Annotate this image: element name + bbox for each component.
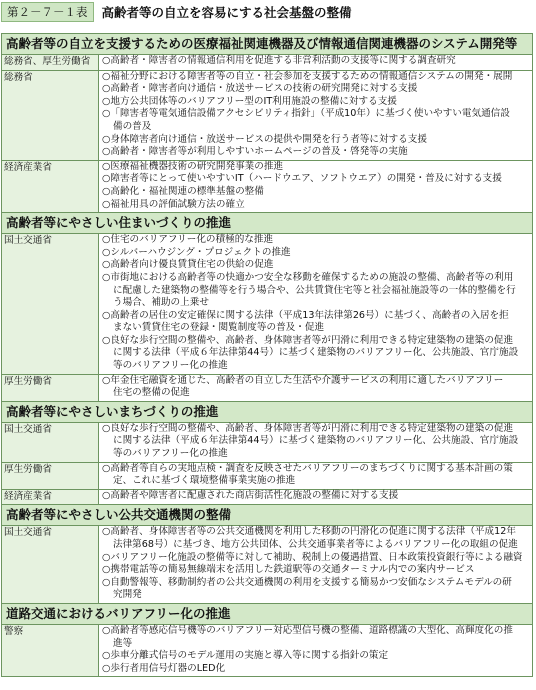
- table-row: [2, 233, 532, 374]
- measure-line: ○高齢者、身体障害者等の公共交通機関を利用した移動の円滑化の促進に関する法律（平成12年: [102, 526, 516, 538]
- measure-line-continued: に関する法律（平成６年法律第44号）に基づく建築物のバリアフリー化、公共施設、官庁施設: [113, 435, 519, 447]
- measures-cell: [99, 234, 532, 374]
- ministry-cell: 経済産業省: [2, 161, 99, 212]
- table-row: [2, 489, 532, 505]
- measure-line-continued: 究開発: [113, 589, 142, 601]
- measure-line-continued: 等のバリアフリー化の推進: [113, 360, 228, 372]
- measure-item: [102, 186, 530, 199]
- measure-line: ○高齢者等感応信号機等のバリアフリー対応型信号機の整備、道路標識の大型化、高輝度化の推: [102, 624, 513, 636]
- measure-item: [102, 161, 530, 174]
- ministry-cell: 総務省、厚生労働省: [2, 55, 99, 70]
- measure-line: ○高齢者の居住の安定確保に関する法律（平成13年法律第26号）に基づく、高齢者の入居を拒: [102, 309, 509, 321]
- measure-line: ○高齢者・障害者の情報通信利用を促進する非営利活動の支援等に関する調査研究: [102, 55, 456, 66]
- table-row: [2, 70, 532, 160]
- title-bar: [0, 0, 536, 24]
- measure-item: [102, 234, 530, 247]
- measure-item: [102, 108, 530, 133]
- table-row: [2, 422, 532, 462]
- measure-line-continued: 定、これに基づく環境整備事業実施の推進: [113, 475, 296, 487]
- measure-line: ○障害者等にとって使いやすいIT（ハードウエア、ソフトウエア）の開発・普及に対する支援: [102, 173, 502, 185]
- measure-item: [102, 577, 530, 602]
- measure-item: [102, 552, 530, 565]
- measure-line: ○「障害者等電気通信設備アクセシビリティ指針」（平成10年）に基づく使いやすい電気通信設: [102, 108, 510, 120]
- measure-item: [102, 173, 530, 186]
- measures-cell: [99, 526, 532, 603]
- measure-line: ○良好な歩行空間の整備や、高齢者、身体障害者等が円滑に利用できる特定建築物の建築の促進: [102, 422, 514, 434]
- measure-line: ○バリアフリー化施設の整備等に対して補助、税制上の優遇措置、日本政策投資銀行等による融資: [102, 551, 523, 563]
- measure-item: [102, 71, 530, 84]
- ministry-cell: 国土交通省: [2, 526, 99, 603]
- measure-item: [102, 96, 530, 109]
- table-title: 高齢者等の自立を容易にする社会基盤の整備: [101, 5, 352, 20]
- measure-item: [102, 650, 530, 663]
- table-row: [2, 374, 532, 401]
- measure-line: ○医療福祉機器技術の研究開発事業の推進: [102, 160, 284, 172]
- measure-line: ○携帯電話等の簡易無線端末を活用した鉄道駅等の交通ターミナル内での案内サービス: [102, 564, 475, 576]
- measure-item: [102, 375, 530, 400]
- measure-item: [102, 490, 530, 503]
- measure-line-continued: に関する法律（平成６年法律第44号）に基づく建築物のバリアフリー化、公共施設、官庁施設: [113, 347, 519, 359]
- section-header: 高齢者等にやさしい公共交通機関の整備: [2, 504, 532, 525]
- measure-line-continued: 進等: [113, 637, 133, 649]
- measure-line: ○高齢者・障害者向け通信・放送サービスの技術の研究開発に対する支援: [102, 83, 418, 95]
- measures-cell: [99, 375, 532, 401]
- measure-line: ○年金住宅融資を通じた、高齢者の自立した生活や介護サービスの利用に適したバリアフリー: [102, 374, 504, 386]
- ministry-cell: 国土交通省: [2, 423, 99, 462]
- table-row: [2, 160, 532, 212]
- measure-line: ○自動警報等、移動制約者の公共交通機関の利用を支援する簡易かつ安価なシステムモデルの研: [102, 576, 512, 588]
- measure-item: [102, 564, 530, 577]
- measure-line: ○高齢者向け優良賃貸住宅の供給の促進: [102, 259, 274, 271]
- section-header: 高齢者等にやさしいまちづくりの推進: [2, 401, 532, 422]
- measure-line: ○高齢化・福祉関連の標準基盤の整備: [102, 185, 264, 197]
- measure-line: ○住宅のバリアフリー化の積極的な推進: [102, 234, 274, 246]
- measure-item: [102, 272, 530, 310]
- measure-line-continued: 住宅の整備の促進: [113, 387, 190, 399]
- measure-item: [102, 625, 530, 650]
- measure-item: [102, 134, 530, 147]
- measure-line-continued: 備の普及: [113, 120, 152, 132]
- measure-item: [102, 146, 530, 159]
- measure-line-continued: 等のバリアフリー化の推進: [113, 448, 228, 460]
- ministry-cell: 警察: [2, 625, 99, 676]
- measure-line: ○身体障害者向け通信・放送サービスの提供や開発を行う者等に対する支援: [102, 133, 427, 145]
- ministry-cell: 総務省: [2, 71, 99, 160]
- measure-line: ○高齢者や障害者に配慮された商店街活性化施設の整備に対する支援: [102, 489, 399, 501]
- measure-line: ○福祉分野における障害者等の自立・社会参加を支援するための情報通信システムの開発・展開: [102, 70, 513, 82]
- table-row: [2, 525, 532, 603]
- measure-item: [102, 526, 530, 551]
- measures-cell: [99, 463, 532, 489]
- measure-item: [102, 247, 530, 260]
- measure-line: ○シルバーハウジング・プロジェクトの推進: [102, 246, 291, 258]
- measure-item: [102, 663, 530, 676]
- measure-line-continued: まない賃貸住宅の登録・閲覧制度等の普及・促進: [113, 322, 325, 334]
- measures-cell: [99, 55, 532, 70]
- measure-item: [102, 310, 530, 335]
- table-number-label: 第２－７－１表: [1, 2, 94, 22]
- section-header: 高齢者等にやさしい住まいづくりの推進: [2, 212, 532, 233]
- measure-line: ○高齢者等自らの実地点検・調査を反映させたバリアフリーのまちづくりに関する基本計画の策: [102, 462, 513, 474]
- measure-item: [102, 463, 530, 488]
- table-row: [2, 54, 532, 70]
- table-row: [2, 462, 532, 489]
- measure-item: [102, 83, 530, 96]
- measure-line: ○歩行者用信号灯器のLED化: [102, 662, 226, 674]
- measure-item: [102, 335, 530, 373]
- measure-line: ○良好な歩行空間の整備や、高齢者、身体障害者等が円滑に利用できる特定建築物の建築の促進: [102, 334, 514, 346]
- section-header: 高齢者等の自立を支援するための医療福祉関連機器及び情報通信関連機器のシステム開発等: [2, 34, 532, 54]
- measures-table: [1, 33, 533, 677]
- measure-line: ○福祉用具の評価試験方法の確立: [102, 198, 245, 210]
- measure-line: ○高齢者・障害者等が利用しやすいホームページの普及・啓発等の実施: [102, 146, 408, 158]
- measures-cell: [99, 161, 532, 212]
- measure-item: [102, 199, 530, 212]
- measure-line: ○歩車分離式信号のモデル運用の実施と導入等に関する指針の策定: [102, 650, 389, 662]
- measures-cell: [99, 490, 532, 505]
- measure-item: [102, 259, 530, 272]
- ministry-cell: 国土交通省: [2, 234, 99, 374]
- measure-line-continued: う場合、補助の上乗せ: [113, 297, 209, 309]
- measures-cell: [99, 625, 532, 676]
- measures-cell: [99, 423, 532, 462]
- measure-line: ○地方公共団体等のバリアフリー型のIT利用施設の整備に対する支援: [102, 95, 397, 107]
- measure-line-continued: に配慮した建築物の整備等を行う場合や、公共賃貸住宅等と社会福祉施設等の一体的整備を行: [113, 284, 516, 296]
- measures-cell: [99, 71, 532, 160]
- measure-line-continued: 法律第68号）に基づき、地方公共団体、公共交通事業者等によるバリアフリー化の取組の促進: [113, 539, 518, 550]
- table-row: [2, 624, 532, 676]
- measure-item: [102, 423, 530, 461]
- ministry-cell: 経済産業省: [2, 490, 99, 505]
- ministry-cell: 厚生労働省: [2, 375, 99, 401]
- ministry-cell: 厚生労働省: [2, 463, 99, 489]
- section-header: 道路交通におけるバリアフリー化の推進: [2, 603, 532, 624]
- measure-line: ○市街地における高齢者等の快適かつ安全な移動を確保するための施設の整備、高齢者等の利用: [102, 271, 514, 283]
- measure-item: [102, 55, 530, 68]
